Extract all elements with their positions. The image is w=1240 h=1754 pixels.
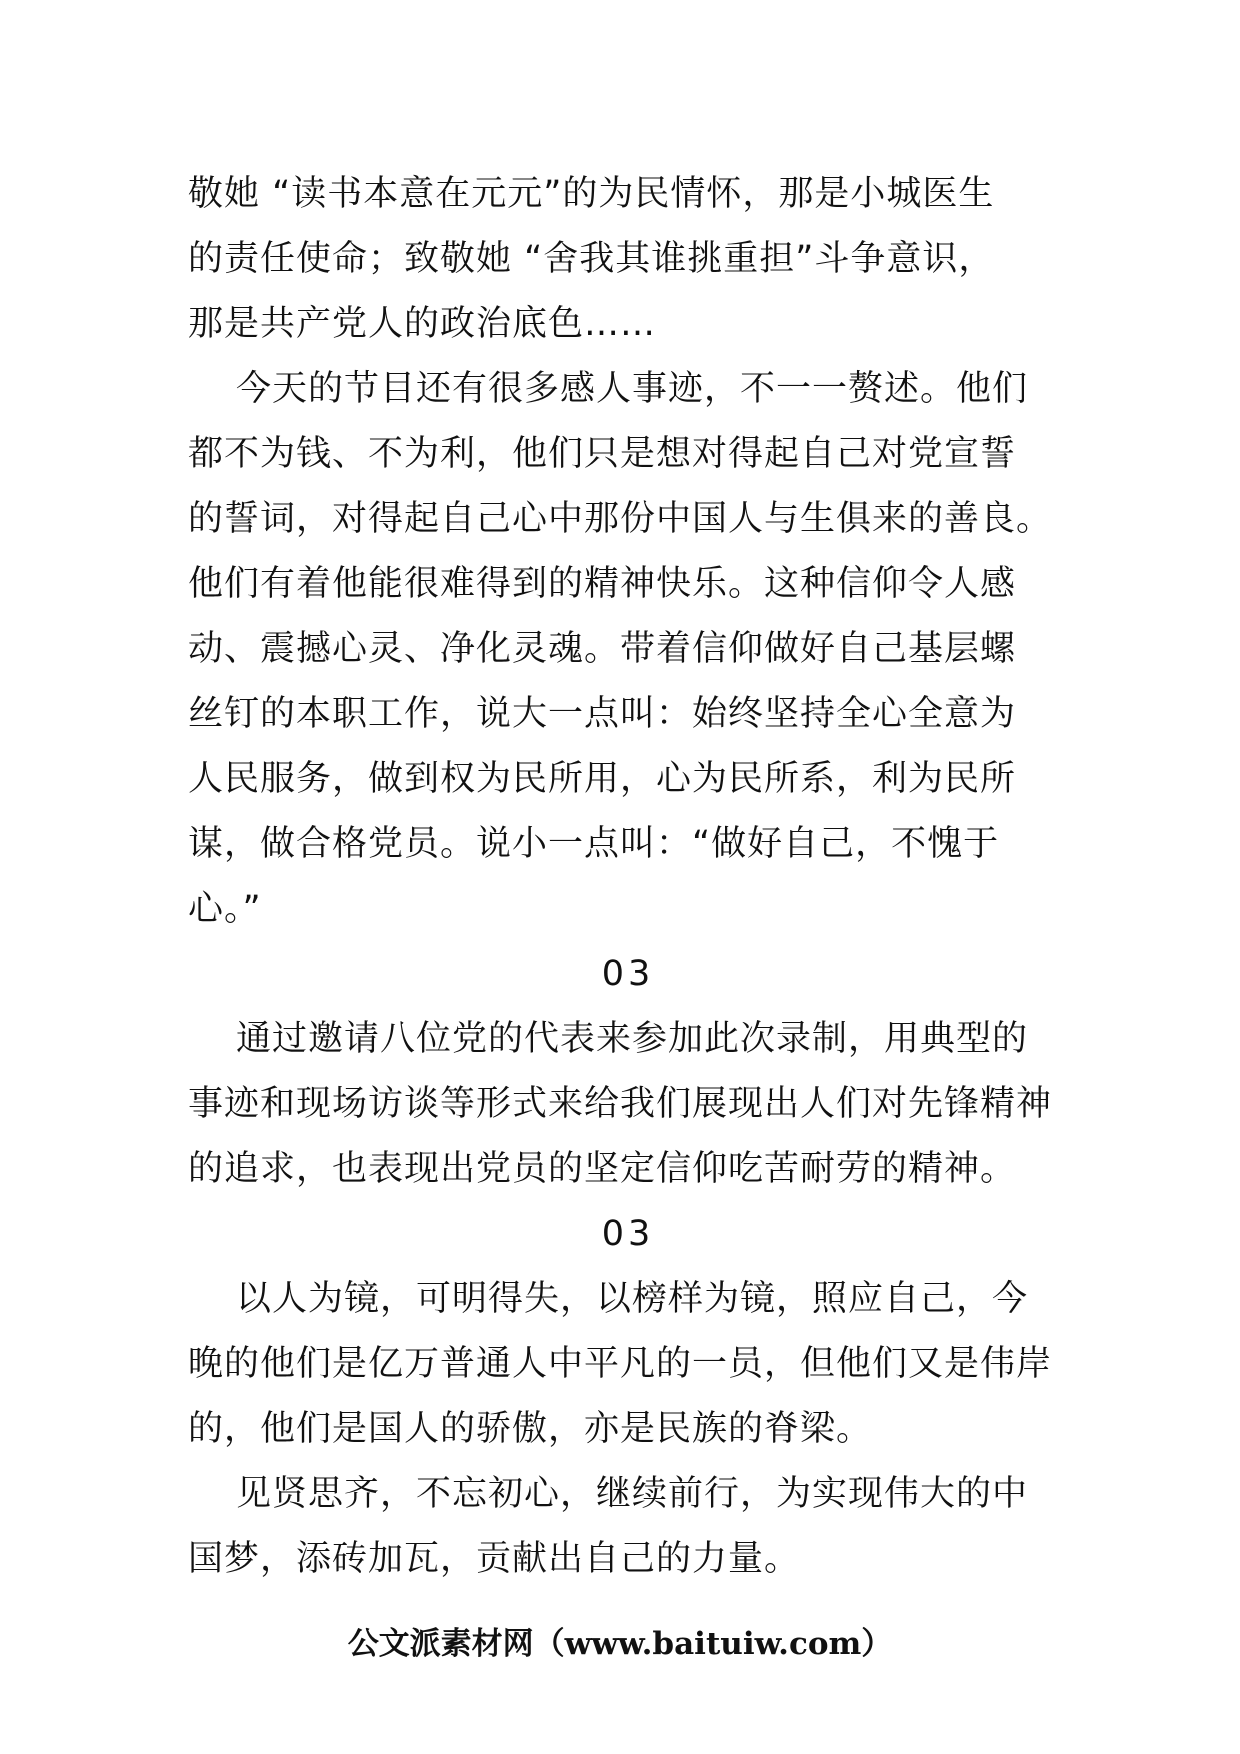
section-number: 03 [601,954,655,994]
text-line: 心。” [188,889,262,929]
text-line: 的责任使命；致敬她 “舍我其谁挑重担”斗争意识， [188,239,995,279]
paragraph-first-line: 通过邀请八位党的代表来参加此次录制，用典型的 [236,1019,1029,1059]
paragraph-first-line: 以人为镜，可明得失，以榜样为镜，照应自己，今 [236,1279,1029,1319]
text-line: 丝钉的本职工作，说大一点叫：始终坚持全心全意为 [188,694,1017,734]
document-body [188,162,1068,1592]
text-line: 动、震撼心灵、净化灵魂。带着信仰做好自己基层螺 [188,629,1017,669]
text-line: 谋，做合格党员。说小一点叫：“做好自己，不愧于 [188,824,1000,864]
text-line: 敬她 “读书本意在元元”的为民情怀，那是小城医生 [188,174,995,214]
text-line: 的誓词，对得起自己心中那份中国人与生俱来的善良。 [188,499,1053,539]
footer-source-credit: 公文派素材网（www.baituiw.com） [347,1626,893,1662]
text-line: 国梦，添砖加瓦，贡献出自己的力量。 [188,1539,801,1579]
text-line: 那是共产党人的政治底色…… [188,304,657,344]
section-number: 03 [601,1214,655,1254]
text-line: 的，他们是国人的骄傲，亦是民族的脊梁。 [188,1409,873,1449]
text-line: 都不为钱、不为利，他们只是想对得起自己对党宣誓 [188,434,1017,474]
text-line: 他们有着他能很难得到的精神快乐。这种信仰令人感 [188,564,1017,604]
paragraph-first-line: 今天的节目还有很多感人事迹，不一一赘述。他们 [236,369,1029,409]
text-line: 人民服务，做到权为民所用，心为民所系，利为民所 [188,759,1017,799]
text-line: 的追求，也表现出党员的坚定信仰吃苦耐劳的精神。 [188,1149,1017,1189]
text-line: 晚的他们是亿万普通人中平凡的一员，但他们又是伟岸 [188,1344,1053,1384]
text-line: 事迹和现场访谈等形式来给我们展现出人们对先锋精神 [188,1084,1053,1124]
paragraph-first-line: 见贤思齐，不忘初心，继续前行，为实现伟大的中 [236,1474,1029,1514]
